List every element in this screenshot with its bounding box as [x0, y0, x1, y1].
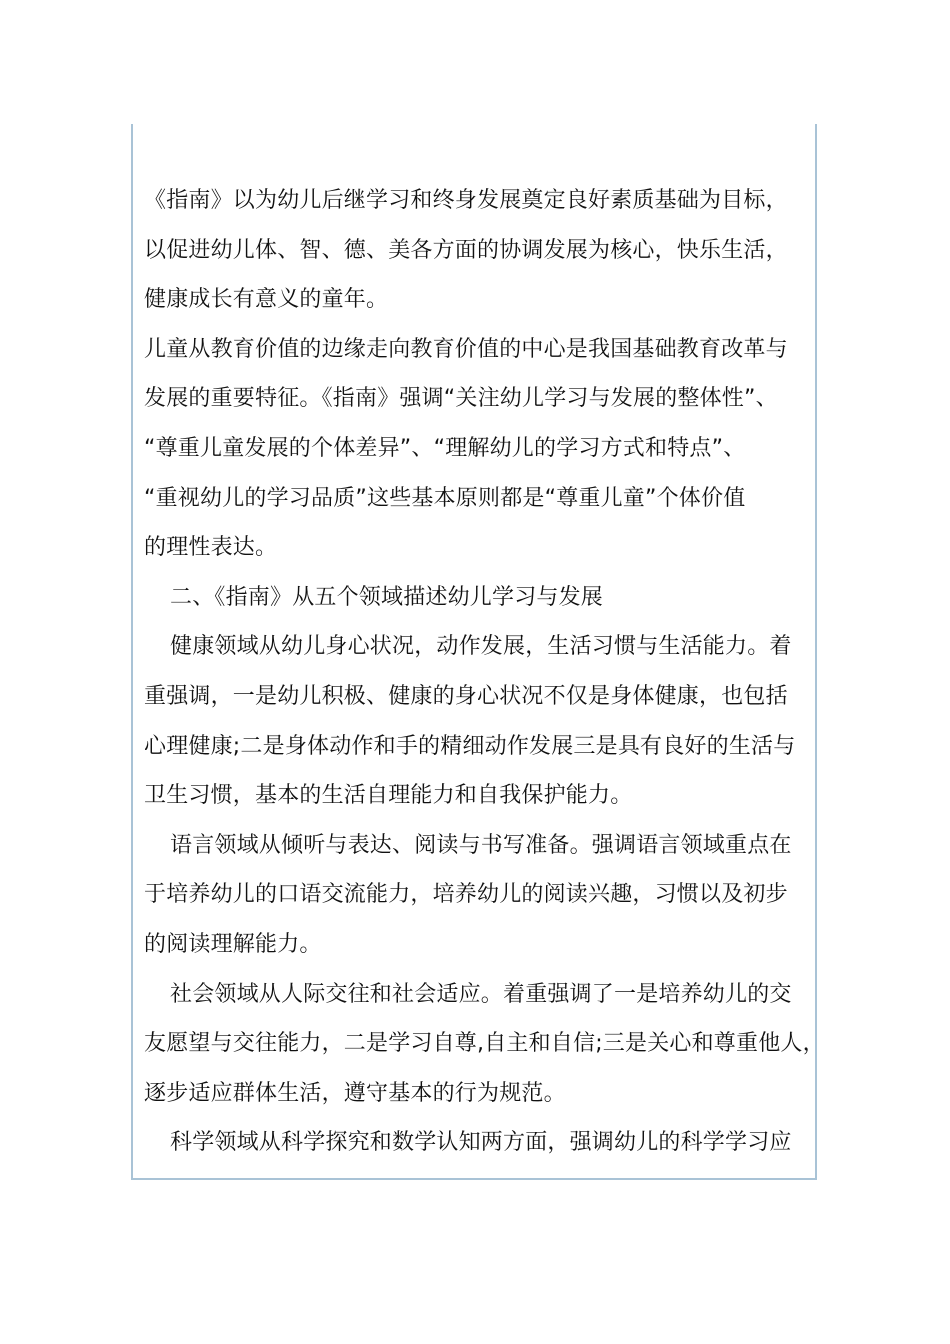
text-line: 以促进幼儿体、智、德、美各方面的协调发展为核心，快乐生活，	[144, 237, 788, 263]
text-line: 于培养幼儿的口语交流能力，培养幼儿的阅读兴趣，习惯以及初步	[144, 882, 788, 908]
text-line: 的理性表达。	[144, 535, 278, 561]
text-line: 卫生习惯，基本的生活自理能力和自我保护能力。	[144, 783, 633, 809]
paragraph-start-line: 健康领域从幼儿身心状况，动作发展，生活习惯与生活能力。着	[170, 634, 792, 660]
paragraph-start-line: 社会领域从人际交往和社会适应。着重强调了一是培养幼儿的交	[170, 981, 792, 1007]
text-line: 儿童从教育价值的边缘走向教育价值的中心是我国基础教育改革与	[144, 336, 788, 362]
text-line: 友愿望与交往能力，二是学习自尊,自主和自信;三是关心和尊重他人，	[144, 1031, 825, 1057]
text-line: 心理健康;二是身体动作和手的精细动作发展三是具有良好的生活与	[144, 733, 796, 759]
section-heading: 二、《指南》从五个领域描述幼儿学习与发展	[170, 584, 604, 610]
document-body	[144, 176, 825, 1168]
text-line: “尊重儿童发展的个体差异”、“理解幼儿的学习方式和特点”、	[144, 435, 746, 461]
text-line: 发展的重要特征。《指南》强调“关注幼儿学习与发展的整体性”、	[144, 386, 778, 412]
text-line: 逐步适应群体生活，遵守基本的行为规范。	[144, 1080, 566, 1106]
text-line: 的阅读理解能力。	[144, 931, 322, 957]
text-line: “重视幼儿的学习品质”这些基本原则都是“尊重儿童”个体价值	[144, 485, 746, 511]
text-line: 重强调，一是幼儿积极、健康的身心状况不仅是身体健康，也包括	[144, 683, 788, 709]
paragraph-start-line: 科学领域从科学探究和数学认知两方面，强调幼儿的科学学习应	[170, 1130, 792, 1156]
text-line: 《指南》以为幼儿后继学习和终身发展奠定良好素质基础为目标，	[144, 188, 788, 213]
paragraph-start-line: 语言领域从倾听与表达、阅读与书写准备。强调语言领域重点在	[170, 832, 792, 858]
text-line: 健康成长有意义的童年。	[144, 287, 389, 313]
